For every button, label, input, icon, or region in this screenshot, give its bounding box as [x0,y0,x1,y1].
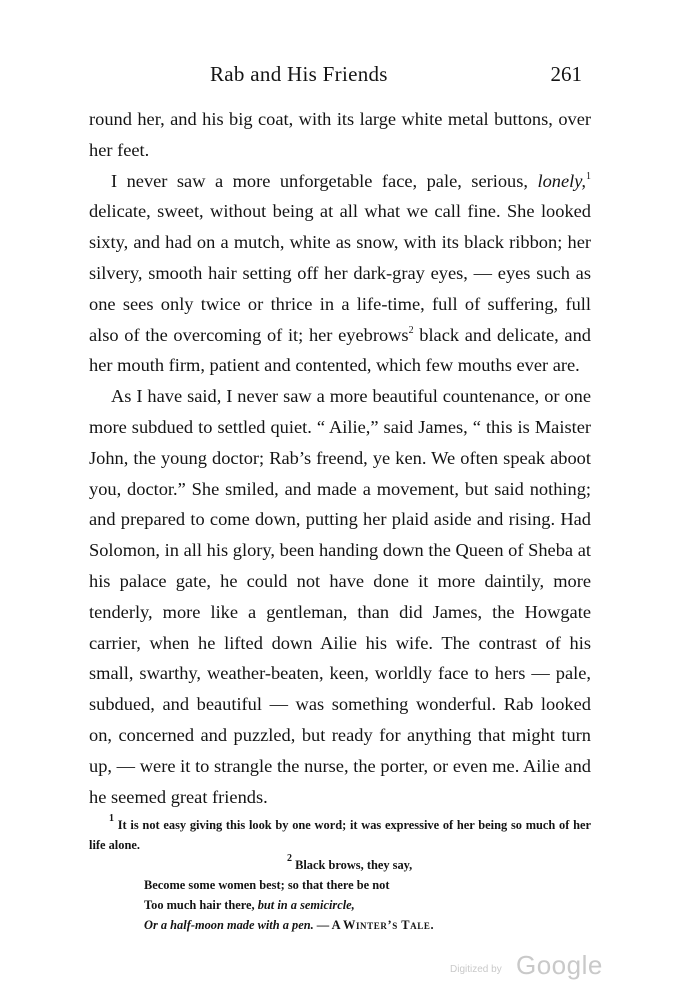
footnote-ref-1: 1 [586,170,591,182]
body-text [89,104,591,812]
verse-attribution-dash: — A [313,918,343,932]
paragraph-2 [89,166,591,382]
paragraph-1: round her, and his big coat, with its large white metal buttons, over her feet. [89,109,591,160]
p2-italic-word: lonely, [537,170,586,191]
verse-attribution: Winter’s Tale. [342,918,435,932]
page-header [90,62,590,92]
footnote-verse [144,875,591,935]
p2-text-end: black and delicate, and her mouth firm, patient and contented, which few mouths ever are. [89,324,591,376]
verse-line-2: Become some women best; so that there be not [144,878,390,892]
p2-text-middle: delicate, sweet, without being at all what we call fine. She looked sixty, and had on a mutch, white as snow, with its black ribbon; her silvery, smooth hair setting off her dark-gray eyes, — eyes such as one sees only twice or thrice in a life-time, full of suffering, full also of the overcoming of it; her eyebrows [89,201,591,345]
footnote-2-start [287,853,413,872]
p2-text-start: I never saw a more unforgetable face, pale, serious, [111,170,538,191]
footnote-ref-2: 2 [408,324,414,336]
verse-line-3 [144,895,591,915]
footnote-1 [89,815,591,855]
footnotes [89,815,591,935]
footnote-1-marker: 1 [109,813,114,824]
paragraph-3: As I have said, I never saw a more beautiful countenance, or one more subdued to settled quiet. “ Ailie,” said James, “ this is Maister John, the young doctor; Rab’s freend, ye ken. We often speak aboot you, doctor.” She smiled, and made a movement, but said nothing; and prepared to come down, putting her plaid aside and rising. Had Solomon, in all his glory, been handing down the Queen of Sheba at his palace gate, he could not have done it more daintily, more tenderly, more like a gentleman, than did James, the Howgate carrier, when he lifted down Ailie his wife. The contrast of his small, swarthy, weather-beaten, keen, worldly face to hers — pale, subdued, and beautiful — was something wonderful. Rab looked on, concerned and puzzled, but ready for anything that might turn up, — were it to strangle the nurse, the porter, or even me. Ailie and he seemed great friends. [89,386,591,807]
verse-line-3-italic: but in a semicircle, [257,898,355,912]
footnote-2 [89,855,591,875]
verse-line-3-plain: Too much hair there, [144,898,258,912]
verse-line-4-italic: Or a half-moon made with a pen. [144,918,314,932]
watermark-prefix: Digitized by [450,964,502,975]
footnote-2-first-line: Black brows, they say, [292,858,413,872]
google-watermark [450,950,610,986]
footnote-1-text: It is not easy giving this look by one word; it was expressive of her being so much of her life alone. [89,818,591,852]
google-logo: Google [516,950,603,980]
footnote-2-marker: 2 [287,853,292,864]
page-number: 261 [550,62,582,86]
verse-line-4 [144,915,591,935]
running-title: Rab and His Friends [210,62,388,86]
